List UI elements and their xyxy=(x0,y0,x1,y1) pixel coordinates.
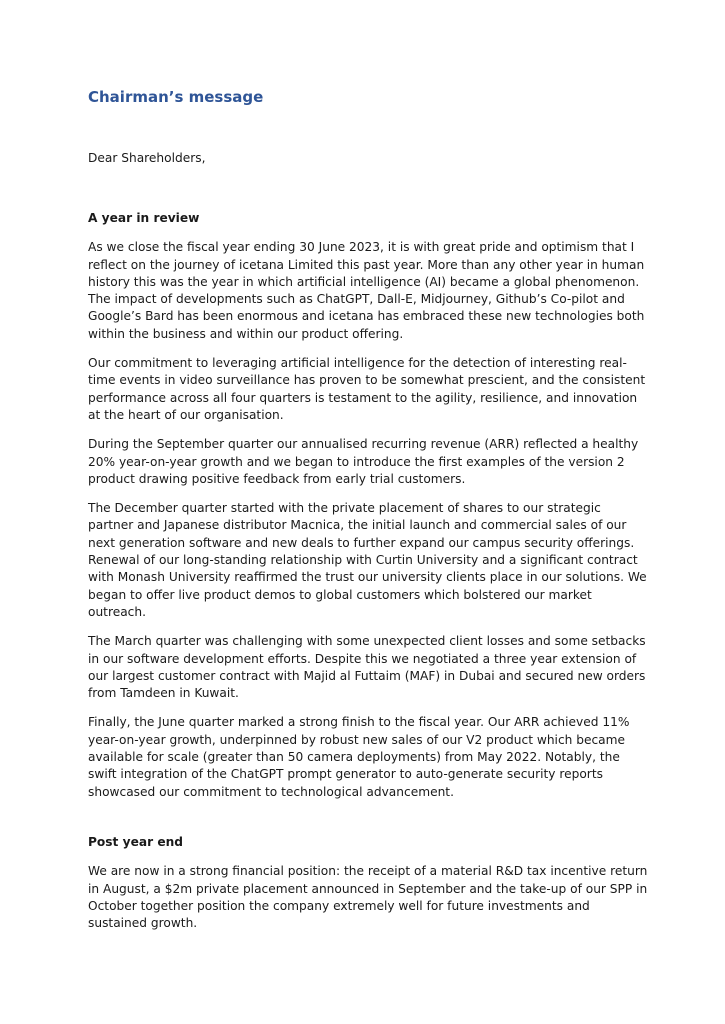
paragraph: We are now in a strong financial position: the receipt of a material R&D tax incentive return in August, a $2m private placement announced in September and the take-up of our SPP in October together position the company extremely well for future investments and sustained growth. xyxy=(88,864,648,931)
paragraph: Finally, the June quarter marked a strong finish to the fiscal year. Our ARR achieved 11% year-on-year growth, underpinned by robust new sales of our V2 product which became available for scale (greater than 50 camera deployments) from May 2022. Notably, the swift integration of the ChatGPT prompt generator to auto-generate security reports showcased our commitment to technological advancement. xyxy=(88,715,630,799)
paragraph: As we close the fiscal year ending 30 June 2023, it is with great pride and optimism that I reflect on the journey of icetana Limited this past year. More than any other year in human history this was the year in which artificial intelligence (AI) became a global phenomenon. The impact of developments such as ChatGPT, Dall-E, Midjourney, Github’s Co-pilot and Google’s Bard has been enormous and icetana has embraced these new technologies both within the business and within our product offering. xyxy=(88,240,645,341)
paragraph: The March quarter was challenging with some unexpected client losses and some setbacks in our software development efforts. Despite this we negotiated a three year extension of our largest customer contract with Majid al Futtaim (MAF) in Dubai and secured new orders from Tamdeen in Kuwait. xyxy=(88,634,646,701)
paragraph: During the September quarter our annualised recurring revenue (ARR) reflected a healthy 20% year-on-year growth and we began to introduce the first examples of the version 2 product drawing positive feedback from early trial customers. xyxy=(88,437,639,486)
section-year-in-review xyxy=(88,210,648,813)
paragraph: Our commitment to leveraging artificial intelligence for the detection of interesting real-time events in video surveillance has proven to be somewhat prescient, and the consistent performance across all four quarters is testament to the agility, resilience, and innovation at the heart of our organisation. xyxy=(88,356,646,422)
section-heading: Post year end xyxy=(88,835,183,849)
page-title: Chairman’s message xyxy=(88,88,264,106)
salutation: Dear Shareholders, xyxy=(88,151,206,165)
section-post-year-end xyxy=(88,834,648,944)
section-heading: A year in review xyxy=(88,211,200,225)
paragraph: The December quarter started with the private placement of shares to our strategic partner and Japanese distributor Macnica, the initial launch and commercial sales of our next generation software and new deals to further expand our campus security offerings. Renewal of our long-standing relationship with Curtin University and a significant contract with Monash University reaffirmed the trust our university clients place in our solutions. We began to offer live product demos to global customers which bolstered our market outreach. xyxy=(88,501,647,619)
